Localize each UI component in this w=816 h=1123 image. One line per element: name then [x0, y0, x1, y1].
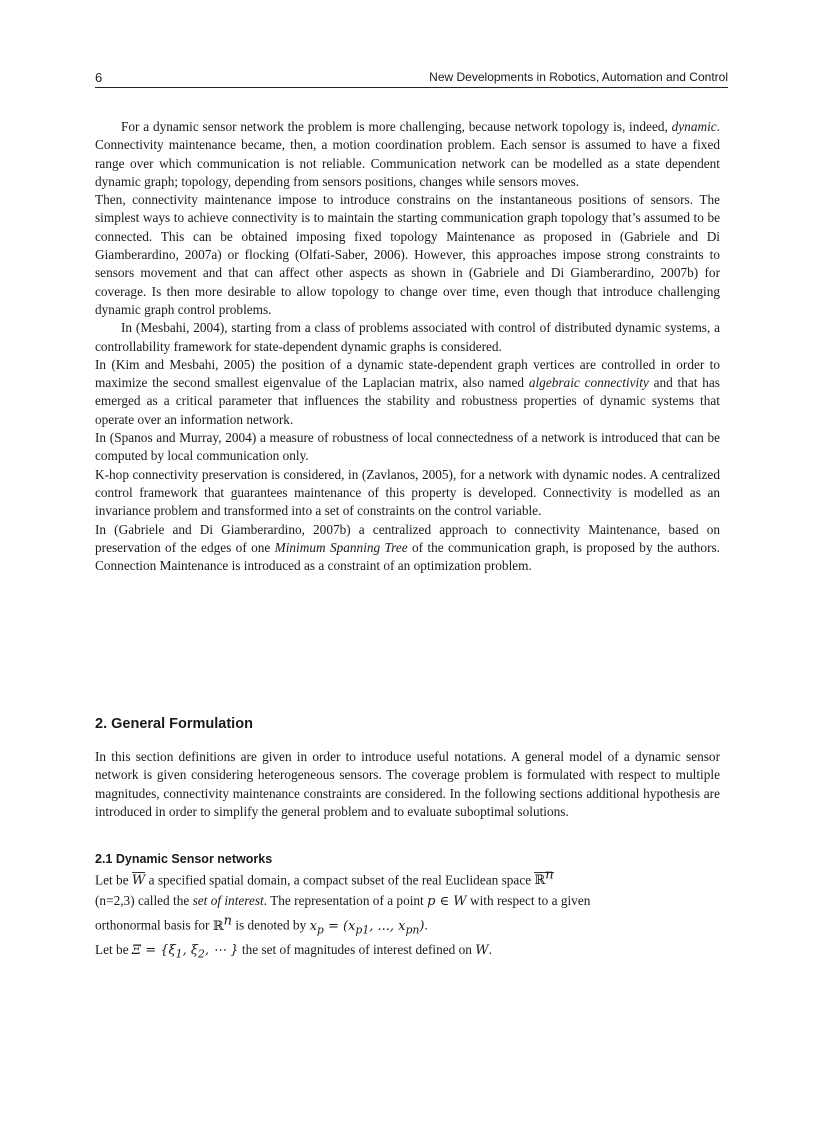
paragraph: In this section definitions are given in order to introduce useful notations. A general model of a dynamic sensor network is given considering heterogeneous sensors. The coverage problem is formulated with respect to multiple magnitudes, connectivity maintenance constraints are considered. In the following sections additional hypothesis are introduced in order to simplify the general problem and to evaluate suboptimal solutions.: [95, 749, 720, 819]
paragraph: Let be $\Xi = \{\xi_1$, $\xi_2$, ⋯ } the set of magnitudes of interest defined on W.: [95, 941, 492, 961]
subsection-text: [95, 866, 720, 964]
paragraph: (n=2,3) called the set of interest. The representation of a point p ∈ W with respect to a given: [95, 892, 591, 909]
paragraph: Let be W a specified spatial domain, a compact subset of the real Euclidean space ℝ$^n$: [95, 868, 554, 889]
intro-text-block: [95, 118, 720, 575]
math-W: W: [131, 873, 146, 889]
paragraph: In (Mesbahi, 2004), starting from a class of problems associated with control of distributed dynamic systems, a controllability framework for state-dependent dynamic graphs is considered.: [95, 320, 720, 354]
math-xp: $x_p = (x_{p1}$, ..., $x_{pn}$): [309, 918, 425, 937]
emphasis: Minimum Spanning Tree: [274, 539, 408, 555]
paragraph: In (Kim and Mesbahi, 2005) the position of a dynamic state-dependent graph vertices are controlled in order to maximize the second smallest eigenvalue of the Laplacian matrix, also named algebraic connectivity and that has emerged as a critical parameter that influences the stability and robustness properties of dynamic systems that operate over an information network.: [95, 356, 720, 427]
paragraph: In (Gabriele and Di Giamberardino, 2007b) a centralized approach to connectivity Maintenance, based on preservation of the edges of one Minimum Spanning Tree of the communication graph, is proposed by the authors. Connection Maintenance is introduced as a constraint of an optimization problem.: [95, 521, 720, 574]
subsection-heading: 2.1 Dynamic Sensor networks: [95, 852, 273, 866]
page-number: 6: [95, 70, 103, 85]
section-text: [95, 748, 720, 821]
math-Rn: ℝ$^n$: [534, 868, 554, 889]
math-point-in-W: p ∈ W: [427, 893, 467, 909]
math-W: W: [475, 942, 489, 958]
paragraph: In (Spanos and Murray, 2004) a measure of robustness of local connectedness of a network is introduced that can be computed by local communication only.: [95, 430, 720, 464]
book-title: New Developments in Robotics, Automation and Control: [429, 70, 728, 84]
emphasis: algebraic connectivity: [528, 375, 649, 391]
math-Xi-set: $\Xi = \{\xi_1$, $\xi_2$, ⋯ }: [131, 942, 239, 961]
emphasis: set of interest: [192, 892, 264, 908]
paragraph: K-hop connectivity preservation is considered, in (Zavlanos, 2005), for a network with dynamic nodes. A centralized control framework that guarantees maintenance of this property is developed. Connectivity is modelled as an invariance problem and transformed into a set of constraints on the control variable.: [95, 466, 720, 519]
math-Rn: ℝ$^n$: [212, 913, 232, 934]
paragraph: For a dynamic sensor network the problem is more challenging, because network topology is, indeed, dynamic. Connectivity maintenance became, then, a motion coordination problem. Each sensor is assumed to have a fixed range over which communication is not reliable. Communication network can be modelled as a state dependent dynamic graph; topology, depending from sensors positions, changes while sensors moves.: [95, 119, 720, 189]
running-header: [95, 68, 728, 88]
emphasis: dynamic: [671, 119, 717, 134]
paragraph: orthonormal basis for ℝ$^n$ is denoted by $x_p = (x_{p1}$, ..., $x_{pn}$).: [95, 913, 428, 937]
section-heading: 2. General Formulation: [95, 716, 253, 732]
paragraph: Then, connectivity maintenance impose to introduce constrains on the instantaneous positions of sensors. The simplest ways to achieve connectivity is to maintain the starting communication graph topology that’s assumed to be connected. This can be obtained imposing fixed topology Maintenance as proposed in (Gabriele and Di Giamberardino, 2007a) or flocking (Olfati-Saber, 2006). However, this approaches impose strong constraints to sensors movement and that can affect other aspects as shown in (Gabriele and Di Giamberardino, 2007b) for coverage. Is then more desirable to allow topology to change over time, even though that introduce challenging dynamic graph control problems.: [95, 192, 720, 317]
